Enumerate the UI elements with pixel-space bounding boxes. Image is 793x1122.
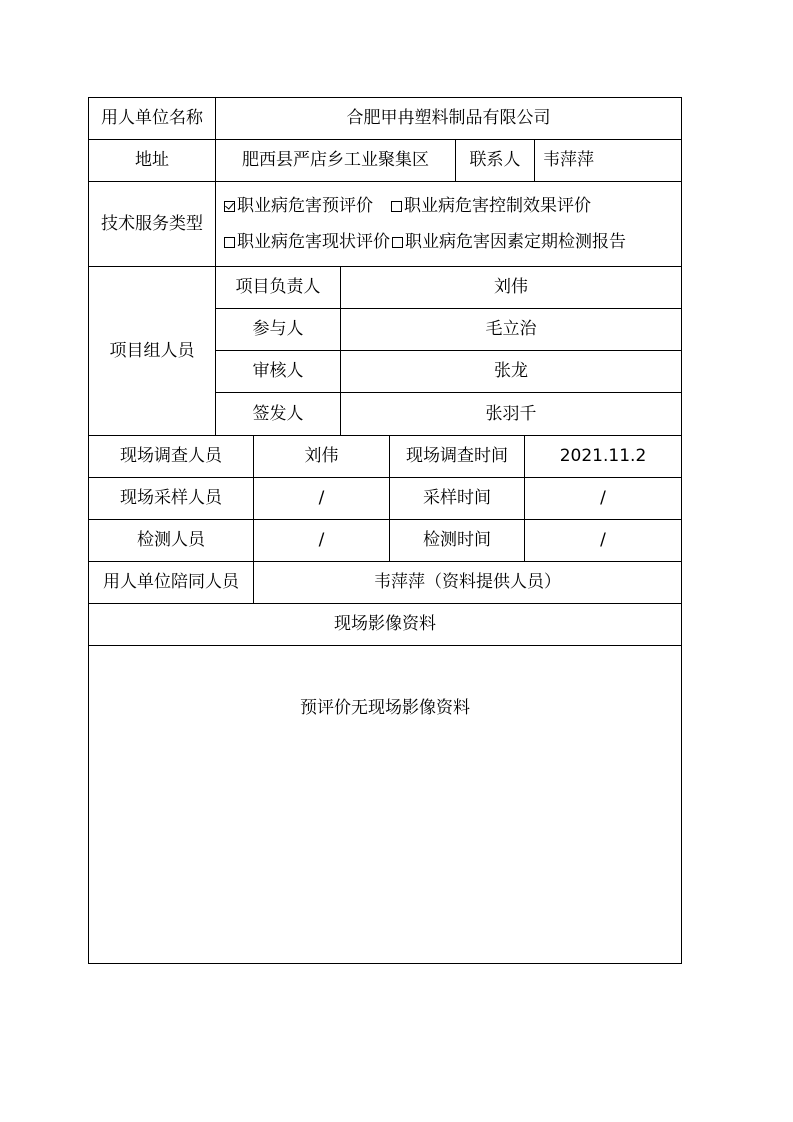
checked-box-icon <box>224 201 235 212</box>
address-label: 地址 <box>88 139 216 182</box>
option-periodic-testing-report[interactable] <box>392 231 626 252</box>
option-label: 职业病危害现状评价 <box>237 231 390 252</box>
unchecked-box-icon <box>391 201 402 212</box>
option-status-evaluation[interactable] <box>224 231 390 252</box>
photos-note: 预评价无现场影像资料 <box>300 698 470 718</box>
contact-value: 韦萍萍 <box>534 139 682 182</box>
team-member-name: 张羽千 <box>340 392 682 436</box>
service-type-row-1 <box>224 195 599 216</box>
team-member-name: 刘伟 <box>340 266 682 309</box>
escort-label: 用人单位陪同人员 <box>88 561 254 604</box>
survey-time-label: 现场调查时间 <box>389 435 525 478</box>
testing-time-label: 检测时间 <box>389 519 525 562</box>
option-pre-evaluation[interactable] <box>224 195 373 216</box>
photos-header: 现场影像资料 <box>88 603 682 646</box>
employer-name: 合肥甲冉塑料制品有限公司 <box>215 97 682 140</box>
team-role: 签发人 <box>215 392 341 436</box>
sampling-staff-label: 现场采样人员 <box>88 477 254 520</box>
photos-area <box>88 645 682 964</box>
service-type-row-2 <box>224 231 626 252</box>
option-label: 职业病危害因素定期检测报告 <box>405 231 626 252</box>
team-role: 审核人 <box>215 350 341 393</box>
survey-staff-label: 现场调查人员 <box>88 435 254 478</box>
unchecked-box-icon <box>224 237 235 248</box>
employer-label: 用人单位名称 <box>88 97 216 140</box>
contact-label: 联系人 <box>455 139 535 182</box>
address-value: 肥西县严店乡工业聚集区 <box>215 139 456 182</box>
team-role: 参与人 <box>215 308 341 351</box>
sampling-time-value: / <box>524 477 682 520</box>
testing-staff-value: / <box>253 519 390 562</box>
testing-time-value: / <box>524 519 682 562</box>
team-member-name: 毛立治 <box>340 308 682 351</box>
project-team-label: 项目组人员 <box>88 266 216 436</box>
team-member-name: 张龙 <box>340 350 682 393</box>
unchecked-box-icon <box>392 237 403 248</box>
survey-time-value: 2021.11.2 <box>524 435 682 478</box>
option-label: 职业病危害控制效果评价 <box>404 195 591 216</box>
option-label: 职业病危害预评价 <box>237 195 373 216</box>
service-type-options <box>215 181 682 267</box>
team-role: 项目负责人 <box>215 266 341 309</box>
testing-staff-label: 检测人员 <box>88 519 254 562</box>
survey-staff-value: 刘伟 <box>253 435 390 478</box>
sampling-time-label: 采样时间 <box>389 477 525 520</box>
escort-value: 韦萍萍（资料提供人员） <box>253 561 682 604</box>
option-control-effect-evaluation[interactable] <box>391 195 591 216</box>
sampling-staff-value: / <box>253 477 390 520</box>
service-type-label: 技术服务类型 <box>88 181 216 267</box>
